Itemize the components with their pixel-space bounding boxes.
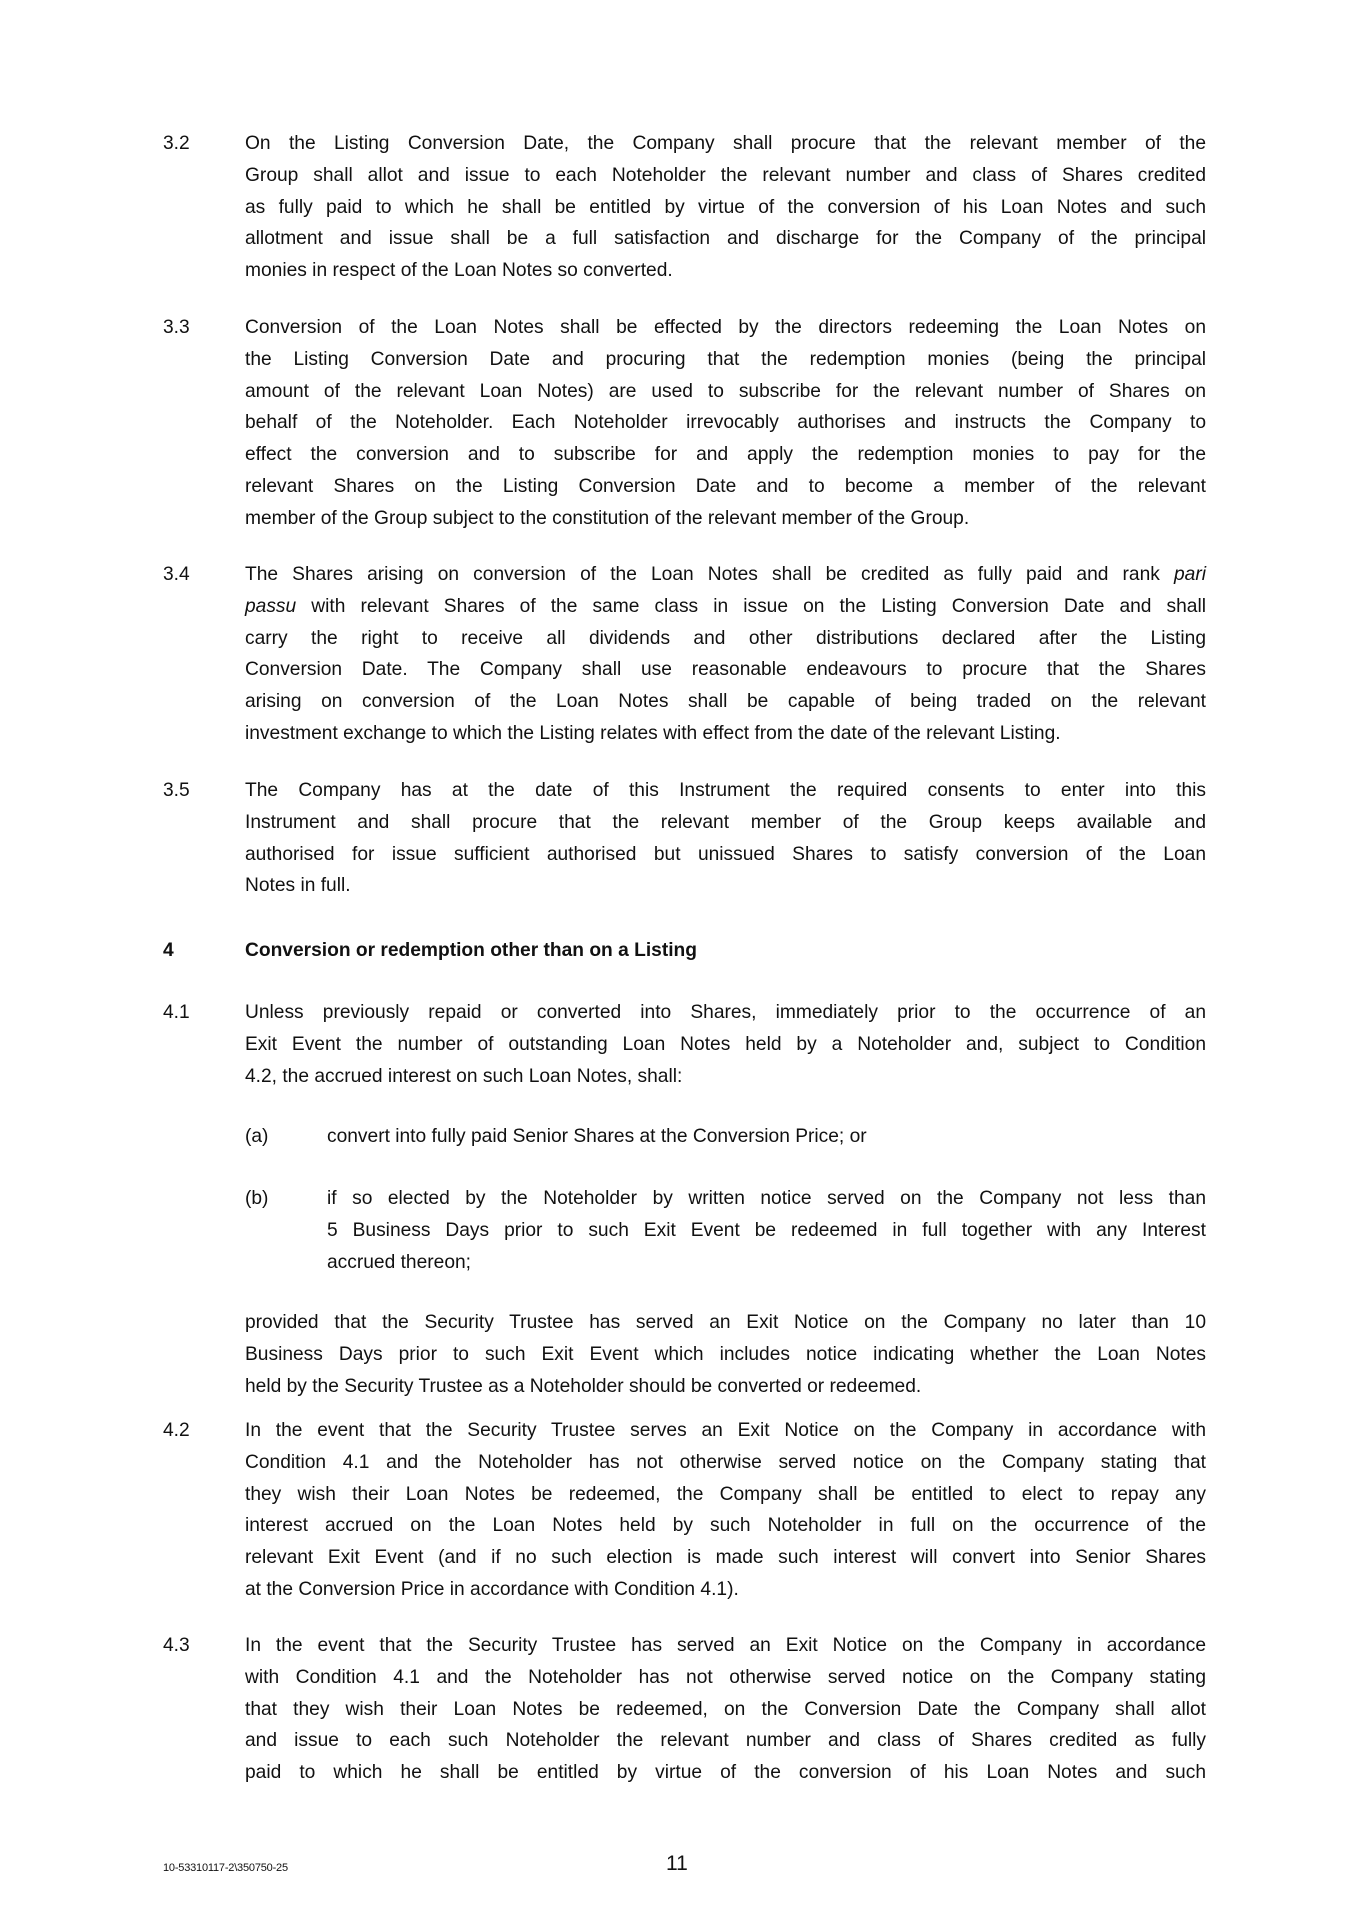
clause-line: authorised for issue sufficient authorised but unissued Shares to satisfy conversion of the Loan [245,843,1206,865]
clause-3-5 [163,775,1206,902]
clause-line: investment exchange to which the Listing relates with effect from the date of the relevant Listing. [245,722,1061,744]
clause-line: Exit Event the number of outstanding Loan Notes held by a Noteholder and, subject to Condition [245,1033,1206,1055]
clause-line: with Condition 4.1 and the Noteholder has not otherwise served notice on the Company stating [245,1666,1206,1688]
clause-line: at the Conversion Price in accordance with Condition 4.1). [245,1578,739,1600]
clause-line: passu with relevant Shares of the same class in issue on the Listing Conversion Date and shall [245,595,1206,617]
clause-3-3 [163,312,1206,535]
clause-number: 3.2 [163,133,190,154]
clause-4-1 [163,997,1206,1092]
clause-line: The Company has at the date of this Instrument the required consents to enter into this [245,780,1206,801]
clause-3-2 [163,128,1206,287]
proviso-paragraph [245,1307,1206,1402]
clause-body [245,1415,1206,1606]
clause-line: they wish their Loan Notes be redeemed, the Company shall be entitled to elect to repay any [245,1483,1206,1505]
clause-line: Condition 4.1 and the Noteholder has not otherwise served notice on the Company stating that [245,1451,1206,1473]
clause-body [245,312,1206,535]
clause-line: monies in respect of the Loan Notes so converted. [245,260,673,282]
subitem-body [327,1121,1206,1153]
subitem-line: if so elected by the Noteholder by written notice served on the Company not less than [327,1188,1206,1209]
proviso-line: held by the Security Trustee as a Noteholder should be converted or redeemed. [245,1375,922,1397]
clause-line: carry the right to receive all dividends and other distributions declared after the Listing [245,627,1206,649]
clause-line: Unless previously repaid or converted into Shares, immediately prior to the occurrence of an [245,1002,1206,1023]
subitem-label: (a) [245,1126,269,1147]
clause-line: On the Listing Conversion Date, the Company shall procure that the relevant member of the [245,133,1206,154]
clause-line: arising on conversion of the Loan Notes shall be capable of being traded on the relevant [245,691,1206,713]
proviso-line: provided that the Security Trustee has served an Exit Notice on the Company no later than 10 [245,1312,1206,1333]
section-heading-4 [163,935,1206,967]
clause-line: relevant Shares on the Listing Conversion Date and to become a member of the relevant [245,475,1206,497]
clause-line: member of the Group subject to the constitution of the relevant member of the Group. [245,507,970,529]
page-number: 11 [666,1852,688,1875]
italic-term: passu [245,595,297,617]
italic-term: pari [1174,564,1206,585]
document-reference: 10-53310117-2\350750-25 [163,1862,288,1874]
clause-body [245,1630,1206,1789]
subitem-a [245,1121,1206,1153]
clause-line: Notes in full. [245,875,351,897]
clause-line: Conversion Date. The Company shall use reasonable endeavours to procure that the Shares [245,659,1206,681]
clause-number: 3.4 [163,564,190,585]
clause-line: Conversion of the Loan Notes shall be effected by the directors redeeming the Loan Notes on [245,317,1206,338]
clause-body [245,559,1206,750]
subitem-line: convert into fully paid Senior Shares at the Conversion Price; or [327,1126,867,1147]
clause-line: interest accrued on the Loan Notes held by such Noteholder in full on the occurrence of the [245,1515,1206,1537]
clause-number: 4.1 [163,1002,190,1023]
clause-number: 4.2 [163,1420,190,1441]
clause-number: 3.3 [163,317,190,338]
clause-line: 4.2, the accrued interest on such Loan Notes, shall: [245,1065,683,1087]
clause-line: allotment and issue shall be a full satisfaction and discharge for the Company of the principal [245,228,1206,250]
clause-body [245,775,1206,902]
clause-line: paid to which he shall be entitled by virtue of the conversion of his Loan Notes and such [245,1762,1206,1784]
clause-line: In the event that the Security Trustee serves an Exit Notice on the Company in accordance with [245,1420,1206,1441]
subitem-label: (b) [245,1188,269,1209]
clause-number: 4.3 [163,1635,190,1656]
proviso-line: Business Days prior to such Exit Event which includes notice indicating whether the Loan Notes [245,1343,1206,1365]
section-number: 4 [163,940,174,961]
clause-line: that they wish their Loan Notes be redeemed, on the Conversion Date the Company shall allot [245,1698,1206,1720]
clause-number: 3.5 [163,780,190,801]
clause-line: behalf of the Noteholder. Each Noteholder irrevocably authorises and instructs the Company to [245,412,1206,434]
clause-line: In the event that the Security Trustee has served an Exit Notice on the Company in accordance [245,1635,1206,1656]
subitem-body [327,1183,1206,1278]
clause-line: relevant Exit Event (and if no such election is made such interest will convert into Senior Shares [245,1547,1206,1569]
clause-line: amount of the relevant Loan Notes) are used to subscribe for the relevant number of Shares on [245,380,1206,402]
subitem-line: 5 Business Days prior to such Exit Event be redeemed in full together with any Interest [327,1219,1206,1241]
clause-line: effect the conversion and to subscribe for and apply the redemption monies to pay for the [245,444,1206,466]
clause-line: as fully paid to which he shall be entitled by virtue of the conversion of his Loan Notes and such [245,196,1206,218]
subitem-b [245,1183,1206,1278]
clause-line: and issue to each such Noteholder the relevant number and class of Shares credited as fully [245,1730,1206,1752]
clause-line: The Shares arising on conversion of the Loan Notes shall be credited as fully paid and rank pari [245,564,1206,585]
section-title: Conversion or redemption other than on a Listing [245,940,697,961]
clause-line: the Listing Conversion Date and procuring that the redemption monies (being the principal [245,348,1206,370]
clause-line: Group shall allot and issue to each Noteholder the relevant number and class of Shares credited [245,164,1206,186]
clause-4-2 [163,1415,1206,1606]
clause-body [245,997,1206,1092]
clause-body [245,128,1206,287]
clause-line: Instrument and shall procure that the relevant member of the Group keeps available and [245,811,1206,833]
clause-3-4 [163,559,1206,750]
subitem-line: accrued thereon; [327,1251,471,1273]
clause-4-3 [163,1630,1206,1789]
